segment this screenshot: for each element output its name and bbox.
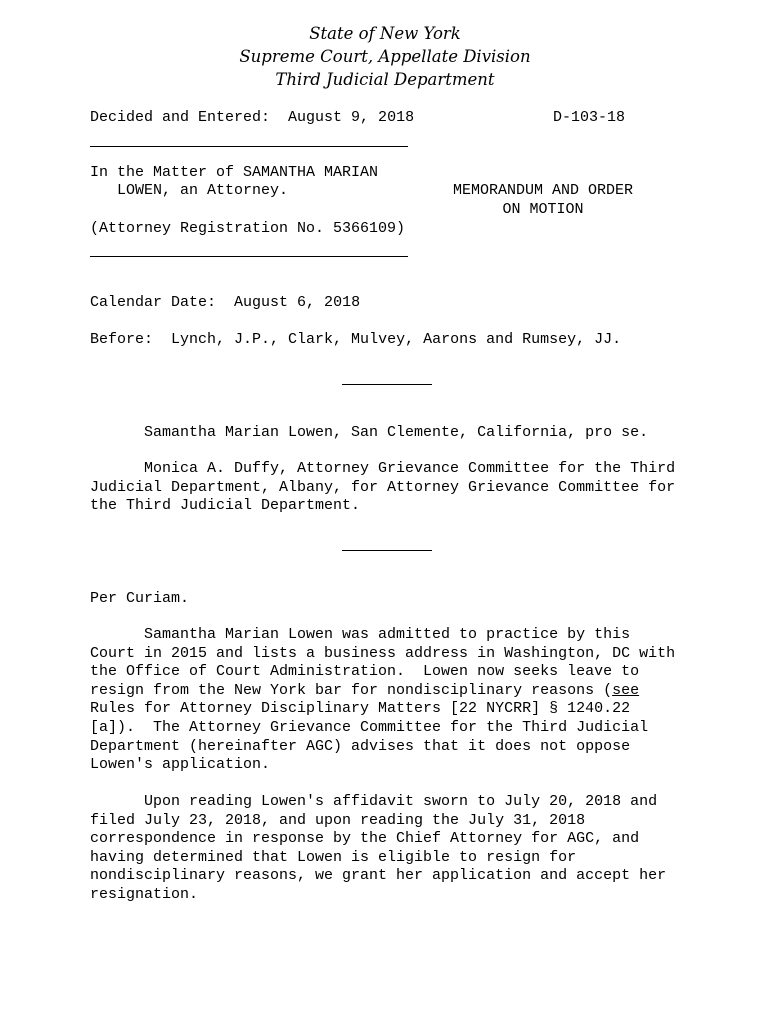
paragraph-line: Lowen's application.	[90, 756, 271, 774]
decided-date: August 9, 2018	[288, 109, 415, 126]
document-type-line-1: MEMORANDUM AND ORDER	[452, 182, 634, 199]
document-type-line-2: ON MOTION	[502, 200, 584, 218]
appearance-respondent: Samantha Marian Lowen, San Clemente, California, pro se.	[90, 424, 649, 441]
court-name: Supreme Court, Appellate Division	[239, 47, 531, 66]
before-label: Before:	[90, 331, 154, 348]
paragraph-line: correspondence in response by the Chief Attorney for AGC, and	[90, 830, 640, 848]
paragraph-line: Court in 2015 and lists a business address in Washington, DC with	[90, 644, 676, 662]
appearance-committee	[90, 460, 690, 516]
see-signal: see	[612, 681, 640, 699]
matter-line-2: LOWEN, an Attorney.	[90, 182, 289, 199]
court-header	[0, 22, 770, 91]
paragraph-line: Department (hereinafter AGC) advises that it does not oppose	[90, 737, 631, 755]
paragraph-line: the Office of Court Administration. Lowen now seeks leave to	[90, 663, 640, 681]
matter-line-1: In the Matter of SAMANTHA MARIAN	[90, 164, 379, 181]
section-divider-2	[342, 550, 432, 551]
opinion-paragraph-1	[90, 626, 690, 775]
calendar-line	[90, 294, 360, 313]
state-name: State of New York	[309, 24, 461, 43]
committee-line: Monica A. Duffy, Attorney Grievance Committee for the Third	[90, 460, 676, 477]
paragraph-line: Rules for Attorney Disciplinary Matters [22 NYCRR] § 1240.22	[90, 700, 631, 718]
paragraph-line: nondisciplinary reasons, we grant her application and accept her	[90, 867, 667, 885]
paragraph-line: Upon reading Lowen's affidavit sworn to July 20, 2018 and	[90, 793, 658, 810]
paragraph-line: filed July 23, 2018, and upon reading the July 31, 2018	[90, 811, 586, 829]
caption-rule-top	[90, 146, 408, 147]
calendar-label: Calendar Date:	[90, 294, 217, 311]
decided-label: Decided and Entered:	[90, 109, 271, 126]
document-type	[443, 182, 643, 219]
paragraph-line-text: resign from the New York bar for nondisciplinary reasons (	[90, 681, 613, 699]
committee-line: Judicial Department, Albany, for Attorney Grievance Committee for	[90, 478, 676, 496]
paragraph-line	[90, 682, 690, 701]
opinion-paragraph-2	[90, 793, 690, 905]
per-curiam-heading: Per Curiam.	[90, 590, 190, 607]
committee-line: the Third Judicial Department.	[90, 497, 361, 515]
docket-number: D-103-18	[553, 109, 626, 126]
before-line	[90, 331, 621, 350]
judges-list: Lynch, J.P., Clark, Mulvey, Aarons and Rumsey, JJ.	[171, 331, 622, 348]
registration-number: (Attorney Registration No. 5366109)	[90, 220, 406, 237]
paragraph-line: Samantha Marian Lowen was admitted to practice by this	[90, 626, 631, 643]
caption-rule-bottom	[90, 256, 408, 257]
paragraph-line: [a]). The Attorney Grievance Committee for the Third Judicial	[90, 718, 649, 736]
decided-line	[90, 109, 414, 128]
department-name: Third Judicial Department	[275, 70, 495, 89]
paragraph-line: resignation.	[90, 885, 199, 903]
paragraph-line: having determined that Lowen is eligible to resign for	[90, 848, 577, 866]
calendar-date: August 6, 2018	[234, 294, 361, 311]
section-divider-1	[342, 384, 432, 385]
